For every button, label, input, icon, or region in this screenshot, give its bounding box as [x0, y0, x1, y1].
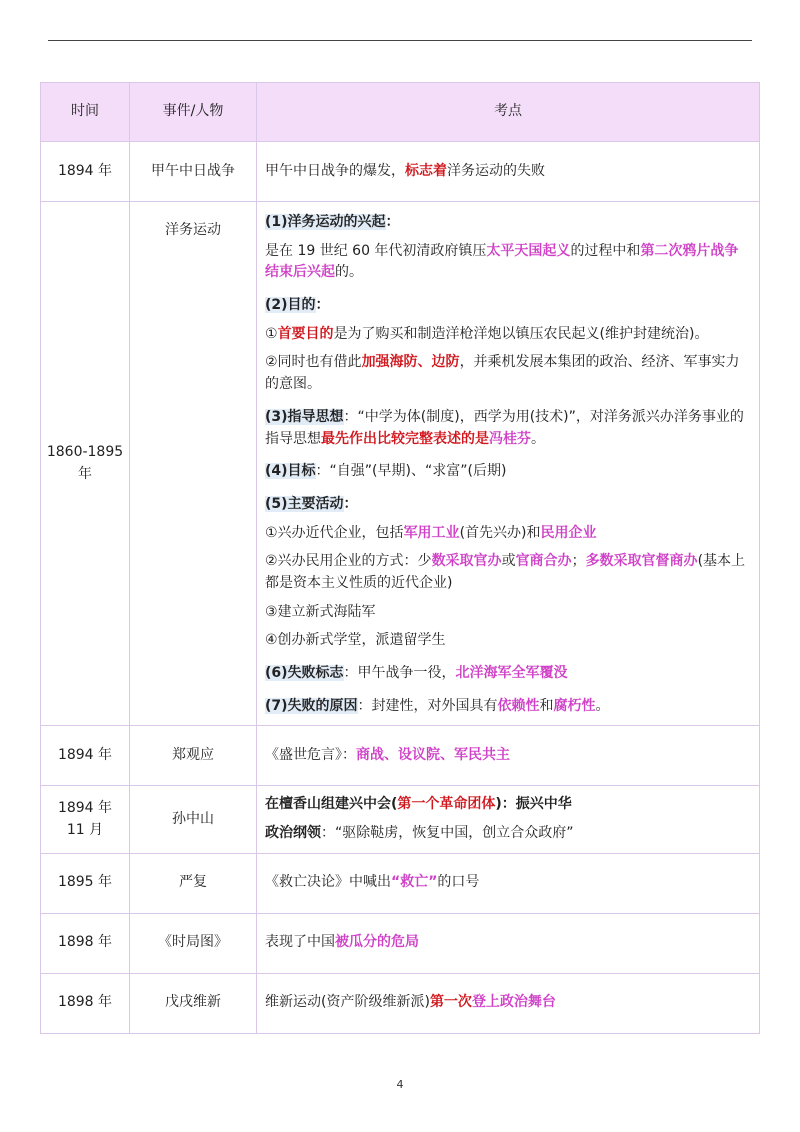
text: 的过程中和: [570, 242, 641, 259]
row-event: 孙中山: [130, 786, 257, 853]
text: ②兴办民用企业的方式：少: [265, 553, 432, 570]
paragraph: ④创办新式学堂，派遣留学生: [265, 632, 446, 649]
table-row: [41, 202, 760, 726]
table-row: [41, 142, 760, 202]
text: 在檀香山组建兴中会(: [265, 796, 398, 813]
table-row: [41, 973, 760, 1033]
row-point: [257, 726, 760, 786]
highlight-red: 第一次: [429, 994, 472, 1011]
table-row: [41, 786, 760, 853]
text: ①: [265, 325, 278, 342]
section-heading: [265, 295, 751, 317]
row-point: [257, 202, 760, 726]
paragraph: [265, 352, 751, 395]
row-point: [257, 913, 760, 973]
table-row: [41, 913, 760, 973]
section-title: (7)失败的原因: [265, 697, 358, 714]
highlight-red: 标志着: [405, 162, 447, 179]
text: (基本上都是资本主义性质的近代企业): [265, 553, 746, 591]
col-header-time: 时间: [41, 83, 130, 142]
text: 表现了中国: [265, 934, 335, 951]
paragraph: [265, 241, 751, 284]
paragraph: [265, 696, 751, 718]
paragraph: [265, 461, 751, 483]
header-rule: [48, 40, 752, 41]
paragraph: [265, 794, 751, 816]
highlight-purple: 多数采取官督商办: [585, 553, 698, 570]
col-header-point: 考点: [257, 83, 760, 142]
text: ：“中学为体(制度)，西学为用(技术)”，对洋务派兴办洋务事业的指导思想: [265, 408, 744, 447]
section-heading: [265, 212, 751, 234]
text: 的口号: [437, 874, 480, 891]
section-title: (6)失败标志: [265, 665, 344, 681]
text: )：振兴中华: [495, 796, 572, 813]
history-table: [40, 82, 760, 1034]
text: ：“自强”(早期)、“求富”(后期): [315, 463, 507, 480]
text: ，并乘机发展本集团的政治、经济、军事实力的意图。: [265, 354, 740, 393]
text: 政治纲领: [265, 825, 321, 842]
text: ：: [343, 495, 358, 512]
row-point: [257, 786, 760, 853]
table-row: [41, 726, 760, 786]
text: 是为了购买和制造洋枪洋炮以镇压农民起义(维护封建统治)。: [333, 325, 709, 342]
row-time: [41, 202, 130, 726]
text: ：: [315, 297, 330, 314]
text: 。: [531, 430, 545, 447]
text: 洋务运动的失败: [447, 162, 545, 179]
section-heading: [265, 494, 751, 516]
highlight-purple: 民用企业: [540, 524, 597, 541]
highlight-purple: 登上政治舞台: [471, 994, 556, 1011]
highlight-purple: 腐朽性: [553, 697, 596, 714]
text: (首先兴办)和: [459, 524, 541, 541]
row-time: 1894 年 11 月: [41, 786, 130, 853]
highlight-purple: 被瓜分的危局: [335, 934, 419, 951]
highlight-purple: 依赖性: [497, 697, 540, 714]
paragraph: ③建立新式海陆军: [265, 603, 376, 620]
highlight-purple: 官商合办: [515, 553, 572, 570]
paragraph: [265, 823, 751, 845]
text: ①兴办近代企业，包括: [265, 524, 404, 541]
highlight-red: 最先作出比较完整表述的是: [321, 430, 489, 447]
text: 维新运动(资产阶级维新派): [265, 994, 430, 1011]
highlight-purple: 第二次鸦片战争结束后兴起: [265, 242, 739, 281]
section-title: (2)目的: [265, 297, 316, 314]
time-text: 1860-1895 年: [46, 444, 124, 482]
text: 或: [501, 553, 516, 570]
highlight-purple: 数采取官办: [431, 553, 502, 570]
highlight-purple: 商战、设议院、军民共主: [356, 747, 510, 764]
row-time: 1895 年: [41, 853, 130, 913]
row-time: 1894 年: [41, 726, 130, 786]
highlight-purple: 军用工业: [403, 524, 460, 541]
text: ；: [571, 553, 586, 570]
section-title: (5)主要活动: [265, 495, 344, 512]
text: 是在 19 世纪 60 年代初清政府镇压: [265, 242, 487, 259]
row-event: 《时局图》: [130, 913, 257, 973]
row-point: [257, 973, 760, 1033]
section-title: (4)目标: [265, 463, 316, 480]
text: ：: [385, 214, 400, 230]
text: ：封建性，对外国具有: [357, 697, 498, 714]
row-event: 甲午中日战争: [130, 142, 257, 202]
row-event: 郑观应: [130, 726, 257, 786]
table-header-row: [41, 83, 760, 142]
paragraph: [265, 324, 751, 346]
col-header-event: 事件/人物: [130, 83, 257, 142]
page-number: 4: [396, 1078, 404, 1091]
row-point: [257, 142, 760, 202]
paragraph: [265, 663, 751, 685]
row-point: [257, 853, 760, 913]
row-event: 洋务运动: [130, 202, 257, 726]
highlight-red: 首要目的: [277, 325, 334, 342]
highlight-red: 加强海防、边防: [361, 354, 460, 371]
highlight-purple: “救亡”: [391, 874, 438, 891]
text: ：“驱除鞑虏，恢复中国，创立合众政府”: [321, 825, 574, 842]
text: 。: [595, 697, 610, 714]
text: 的。: [335, 264, 363, 281]
text: ②同时也有借此: [265, 354, 362, 371]
highlight-purple: 太平天国起义: [486, 242, 571, 259]
text: 甲午中日战争的爆发，: [265, 162, 405, 179]
table-row: [41, 853, 760, 913]
row-time: 1898 年: [41, 913, 130, 973]
text: 和: [539, 697, 554, 714]
section-title: (3)指导思想: [265, 408, 344, 425]
row-event: 戊戌维新: [130, 973, 257, 1033]
highlight-purple: 北洋海军全军覆没: [455, 665, 568, 681]
text: 《救亡决论》中喊出: [265, 874, 391, 891]
text: 《盛世危言》：: [265, 747, 356, 764]
paragraph: [265, 523, 751, 545]
paragraph: [265, 407, 751, 450]
highlight-purple: 冯桂芬: [489, 430, 531, 447]
row-time: 1894 年: [41, 142, 130, 202]
paragraph: [265, 551, 751, 594]
highlight-red: 第一个革命团体: [397, 796, 496, 813]
text: ：甲午战争一役，: [343, 665, 456, 681]
section-title: (1)洋务运动的兴起: [265, 214, 386, 230]
row-time: 1898 年: [41, 973, 130, 1033]
row-event: 严复: [130, 853, 257, 913]
